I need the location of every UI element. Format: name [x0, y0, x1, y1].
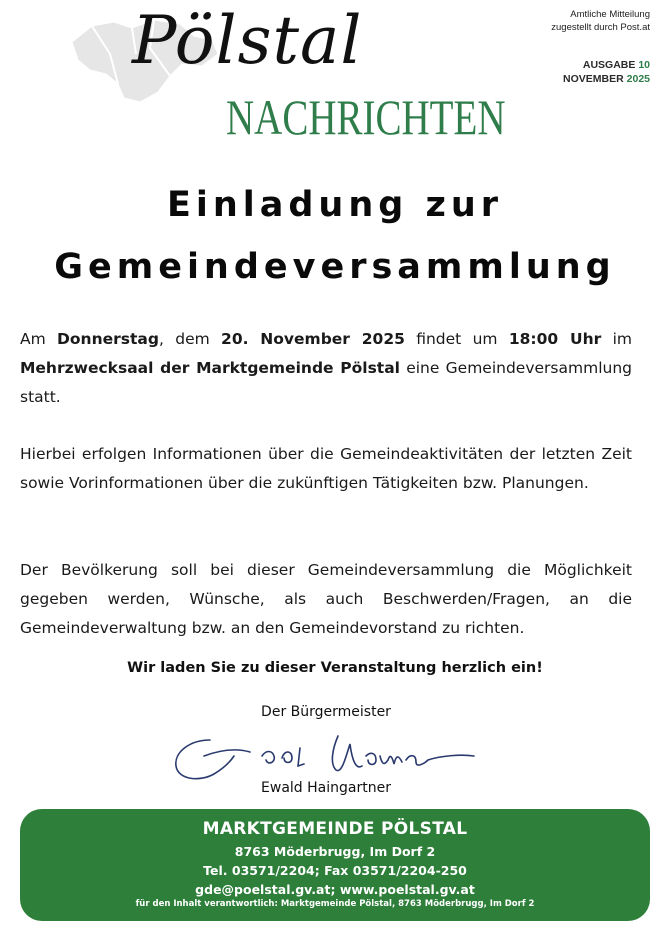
brand-news-title: NACHRICHTEN — [226, 89, 506, 145]
issue-number-line — [563, 58, 650, 72]
paragraph-participation: Der Bevölkerung soll bei dieser Gemeindeversammlung die Möglichkeit gegeben werden, Wünsche, als auch Beschwerden/Fragen, an die Gemeindeverwaltung bzw. an den Gemeindevorstand zu richten. — [20, 561, 632, 637]
footer-responsible: für den Inhalt verantwortlich: Marktgemeinde Pölstal, 8763 Möderbrugg, Im Dorf 2 — [135, 899, 535, 909]
page-title-line-1: Einladung zur — [166, 185, 504, 225]
mayor-name: Ewald Haingartner — [261, 780, 391, 796]
handwritten-signature — [170, 726, 480, 786]
paragraph-date-location — [20, 325, 632, 412]
p1-text-1: Am — [20, 330, 58, 348]
official-notice — [551, 8, 650, 34]
footer-address: 8763 Möderbrugg, Im Dorf 2 — [234, 844, 436, 859]
footer-phone: Tel. 03571/2204; Fax 03571/2204-250 — [203, 863, 467, 878]
invitation-text: Wir laden Sie zu dieser Veranstaltung herzlich ein! — [127, 660, 543, 676]
mayor-role: Der Bürgermeister — [261, 704, 391, 720]
p1-date: 20. November 2025 — [221, 330, 405, 348]
footer-web: gde@poelstal.gv.at; www.poelstal.gv.at — [195, 882, 475, 897]
masthead — [0, 0, 670, 160]
issue-label: AUSGABE — [582, 59, 636, 71]
issue-number: 10 — [638, 59, 650, 71]
p1-time: 18:00 Uhr — [508, 330, 602, 348]
p1-text-5: eine Gemeindeversammlung statt. — [20, 359, 632, 406]
notice-line-1: Amtliche Mitteilung — [570, 9, 650, 20]
issue-month: NOVEMBER — [563, 73, 624, 85]
brand-script-title: Pölstal — [132, 2, 363, 79]
footer-municipality-name: MARKTGEMEINDE PÖLSTAL — [202, 819, 468, 839]
footer-contact-box — [20, 809, 650, 921]
p1-text-3: findet um — [404, 330, 509, 348]
p1-text-4: im — [601, 330, 632, 348]
notice-line-2: zugestellt durch Post.at — [551, 22, 650, 33]
paragraph-information: Hierbei erfolgen Informationen über die Gemeindeaktivitäten der letzten Zeit sowie Vorinformationen über die zukünftigen Tätigkeiten bzw. Planungen. — [20, 445, 632, 492]
p1-location: Mehrzwecksaal der Marktgemeinde Pölstal — [20, 359, 400, 377]
p1-text-2: , dem — [158, 330, 222, 348]
issue-year: 2025 — [626, 73, 650, 85]
issue-info — [563, 58, 650, 86]
issue-date-line — [563, 72, 650, 86]
page-title-line-2: Gemeindeversammlung — [54, 247, 616, 287]
p1-weekday: Donnerstag — [57, 330, 159, 348]
